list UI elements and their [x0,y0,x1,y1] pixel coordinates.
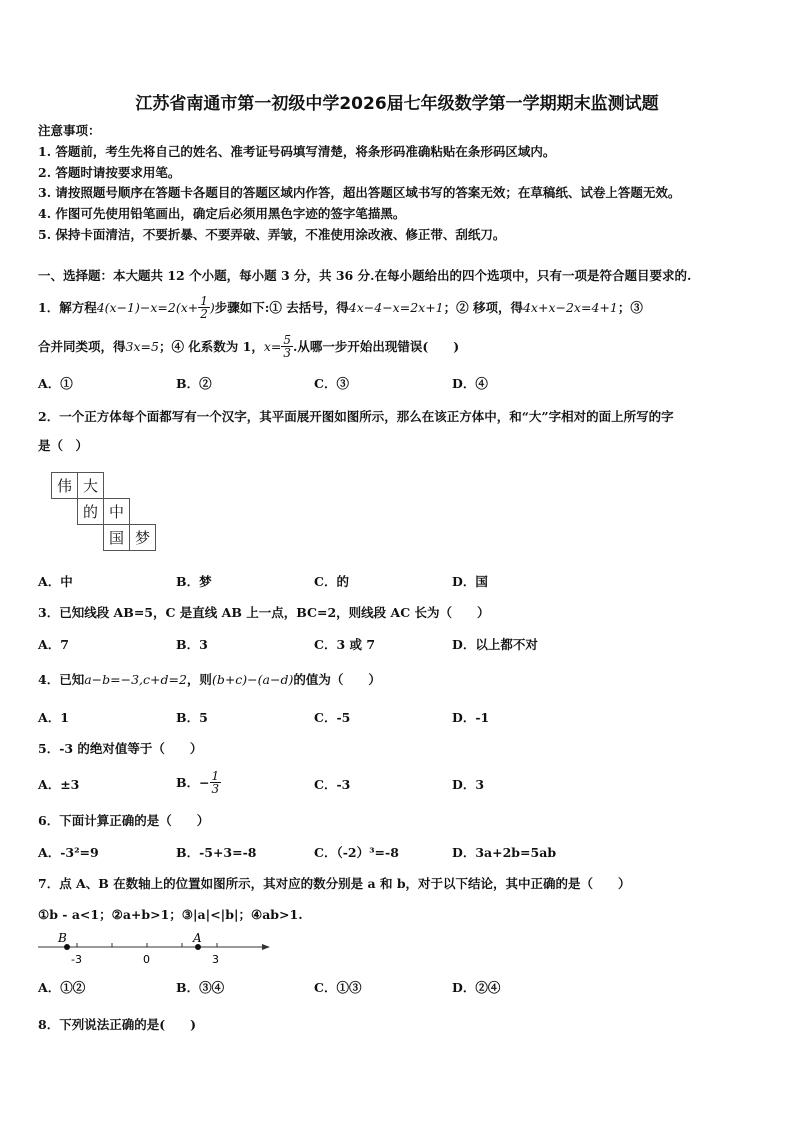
number-line-diagram [36,928,272,970]
net-cell: 的 [77,498,104,525]
q6-option-a: A．-3²=9 [38,845,99,860]
q4-text [38,670,381,688]
q3-option-b: B．3 [176,637,208,652]
q1-line2c: .从哪一步开始出现错误( ) [293,339,460,354]
q8-text: 8．下列说法正确的是( ) [38,1017,197,1032]
notice-item: 5. 保持卡面清洁，不要折暴、不要弄破、弄皱，不准使用涂改液、修正带、刮纸刀。 [38,227,506,242]
q1-equation: 4(x−1)−x=2(x+ [96,299,199,315]
tick-label: -3 [71,953,82,966]
q6-option-b: B．-5+3=-8 [176,845,257,860]
q7-option-a: A．①② [38,980,86,995]
point-b-label: B [58,931,67,945]
q4-option-d: D．-1 [452,710,490,725]
notice-heading: 注意事项： [38,123,101,138]
q2-line2: 是（ ） [38,438,89,453]
q5-text: 5．-3 的绝对值等于（ ） [38,741,203,756]
q7-option-c: C．①③ [314,980,362,995]
question-1-line2 [38,328,459,364]
q7-option-d: D．②④ [452,980,501,995]
section-heading: 一、选择题：本大题共 12 个小题，每小题 3 分，共 36 分.在每小题给出的四个选项中，只有一项是符合题目要求的. [38,268,692,283]
q4-eq: a−b=−3,c+d=2 [84,672,187,687]
q1-eq4: 3x=5 [125,338,159,354]
tick-label: 3 [212,953,219,966]
q1-line2b: ；④ 化系数为 1， [158,339,264,354]
q7-line2: ①b - a<1；②a+b>1；③|a|<|b|；④ab>1. [38,907,303,922]
q4-eq2: (b+c)−(a−d) [211,672,294,687]
q2-option-c: C．的 [314,574,349,589]
q7-option-b: B．③④ [176,980,225,995]
notice-item: 4. 作图可先使用铅笔画出，确定后必须用黑色字迹的签字笔描黑。 [38,206,406,221]
q2-option-d: D．国 [452,574,488,589]
q1-eq3: 4x+x−2x=4+1 [522,299,618,315]
q2-option-a: A．中 [38,574,73,589]
q1-option-a: A．① [38,376,73,391]
q4-suffix: 的值为（ ） [293,672,381,687]
page-title: 江苏省南通市第一初级中学2026届七年级数学第一学期期末监测试题 [135,94,659,114]
q2-option-b: B．梦 [176,574,212,589]
q5-fraction: $\frac{1}{3}$ [211,768,220,796]
q6-text: 6．下面计算正确的是（ ） [38,813,210,828]
q5-option-b [176,760,221,804]
net-cell: 国 [103,524,130,551]
q3-option-c: C．3 或 7 [314,637,376,652]
notice-item: 2. 答题时请按要求用笔。 [38,165,181,180]
net-cell: 伟 [51,472,78,499]
q1-option-d: D．④ [452,376,488,391]
tick-label: 0 [143,953,150,966]
q1-step3: ；③ [617,300,643,315]
q3-option-a: A．7 [38,637,69,652]
net-cell: 大 [77,472,104,499]
q4-option-c: C．-5 [314,710,351,725]
q1-line2a: 合并同类项，得 [38,339,126,354]
net-cell: 梦 [129,524,156,551]
net-cell: 中 [103,498,130,525]
q3-option-d: D．以上都不对 [452,637,538,652]
q5-option-a: A．±3 [38,777,80,792]
q7-line1: 7．点 A、B 在数轴上的位置如图所示，其对应的数分别是 a 和 b，对于以下结论，其中正确的是（ ） [38,876,631,891]
q1-prefix: 1．解方程 [38,300,97,315]
q1-step1: ① 去括号，得 [269,300,349,315]
q1-paren: ) [209,299,215,315]
q5-option-d: D．3 [452,777,485,792]
q1-mid: 步骤如下: [214,300,270,315]
q1-option-b: B．② [176,376,212,391]
q4-option-a: A．1 [38,710,69,725]
q1-step2: ；② 移项，得 [443,300,523,315]
notice-item: 3. 请按照题号顺序在答题卡各题目的答题区域内作答，超出答题区域书写的答案无效；在草稿纸、试卷上答题无效。 [38,185,681,200]
q5-option-b-label: B．− [176,775,210,790]
q4-mid: ，则 [186,672,212,687]
notice-item: 1. 答题前，考生先将自己的姓名、准考证号码填写清楚，将条形码准确粘贴在条形码区域内。 [38,144,556,159]
q3-text: 3．已知线段 AB=5，C 是直线 AB 上一点，BC=2，则线段 AC 长为（ ） [38,605,490,620]
q1-option-c: C．③ [314,376,349,391]
q2-line1: 2．一个正方体每个面都写有一个汉字，其平面展开图如图所示，那么在该正方体中，和“大”字相对的面上所写的字 [38,409,674,424]
q4-prefix: 4．已知 [38,672,85,687]
q6-option-c: C．（-2）³=-8 [314,845,399,860]
q4-option-b: B．5 [176,710,208,725]
q1-eq2: 4x−4−x=2x+1 [348,299,444,315]
q1-fraction2: $\frac{5}{3}$ [283,332,292,360]
q5-option-c: C．-3 [314,777,351,792]
q1-fraction: $\frac{1}{2}$ [200,293,208,321]
q1-eq5: x= [263,338,282,354]
point-a-label: A [193,931,202,945]
q6-option-d: D．3a+2b=5ab [452,845,557,860]
question-1-line1 [38,290,643,324]
